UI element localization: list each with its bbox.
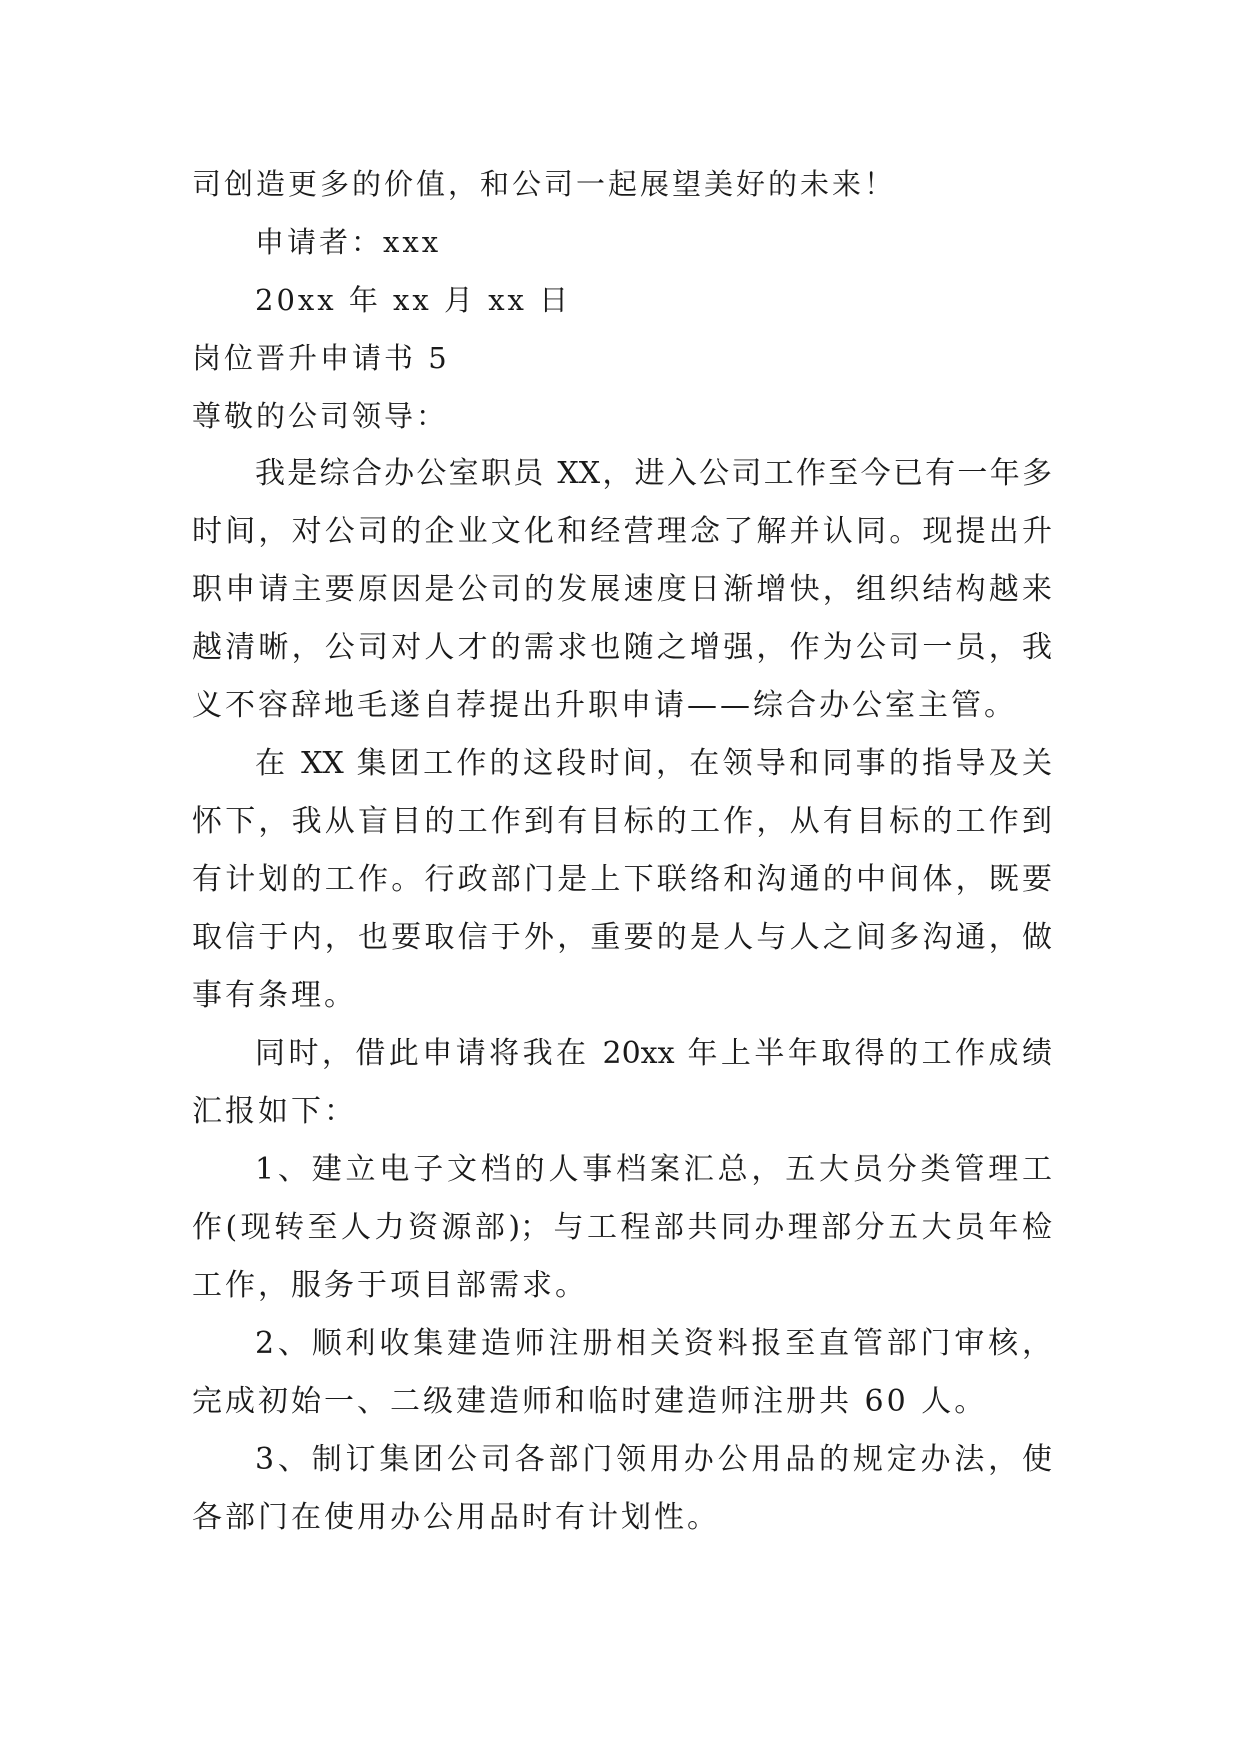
text-line: 作(现转至人力资源部)；与工程部共同办理部分五大员年检: [192, 1210, 1052, 1245]
text-line: 越清晰，公司对人才的需求也随之增强，作为公司一员，我: [192, 630, 1052, 665]
text-line: 同时，借此申请将我在 20xx 年上半年取得的工作成绩: [255, 1036, 1052, 1071]
list-item: 1、建立电子文档的人事档案汇总，五大员分类管理工: [255, 1152, 1052, 1187]
text-line: 义不容辞地毛遂自荐提出升职申请——综合办公室主管。: [192, 688, 1017, 723]
text-line: 在 XX 集团工作的这段时间，在领导和同事的指导及关: [255, 746, 1052, 781]
text-line: 事有条理。: [192, 978, 357, 1013]
applicant-line: 申请者：xxx: [255, 225, 442, 259]
date-line: 20xx 年 xx 月 xx 日: [255, 283, 572, 317]
text-line: 职申请主要原因是公司的发展速度日渐增快，组织结构越来: [192, 572, 1052, 607]
text-line: 完成初始一、二级建造师和临时建造师注册共 60 人。: [192, 1384, 988, 1419]
text-line: 司创造更多的价值，和公司一起展望美好的未来！: [192, 167, 897, 201]
text-line: 怀下，我从盲目的工作到有目标的工作，从有目标的工作到: [192, 804, 1052, 839]
text-line: 汇报如下：: [192, 1094, 357, 1129]
document-body: [192, 155, 1052, 1547]
list-item: 2、顺利收集建造师注册相关资料报至直管部门审核，: [255, 1326, 1052, 1361]
text-line: 时间，对公司的企业文化和经营理念了解并认同。现提出升: [192, 514, 1052, 549]
document-title: 岗位晋升申请书 5: [192, 341, 450, 375]
text-line: 各部门在使用办公用品时有计划性。: [192, 1500, 720, 1535]
text-line: 我是综合办公室职员 XX，进入公司工作至今已有一年多: [255, 456, 1052, 491]
text-line: 取信于内，也要取信于外，重要的是人与人之间多沟通，做: [192, 920, 1052, 955]
list-item: 3、制订集团公司各部门领用办公用品的规定办法，使: [255, 1442, 1052, 1477]
text-line: 有计划的工作。行政部门是上下联络和沟通的中间体，既要: [192, 862, 1052, 897]
text-line: 工作，服务于项目部需求。: [192, 1268, 588, 1303]
salutation: 尊敬的公司领导：: [192, 399, 449, 433]
